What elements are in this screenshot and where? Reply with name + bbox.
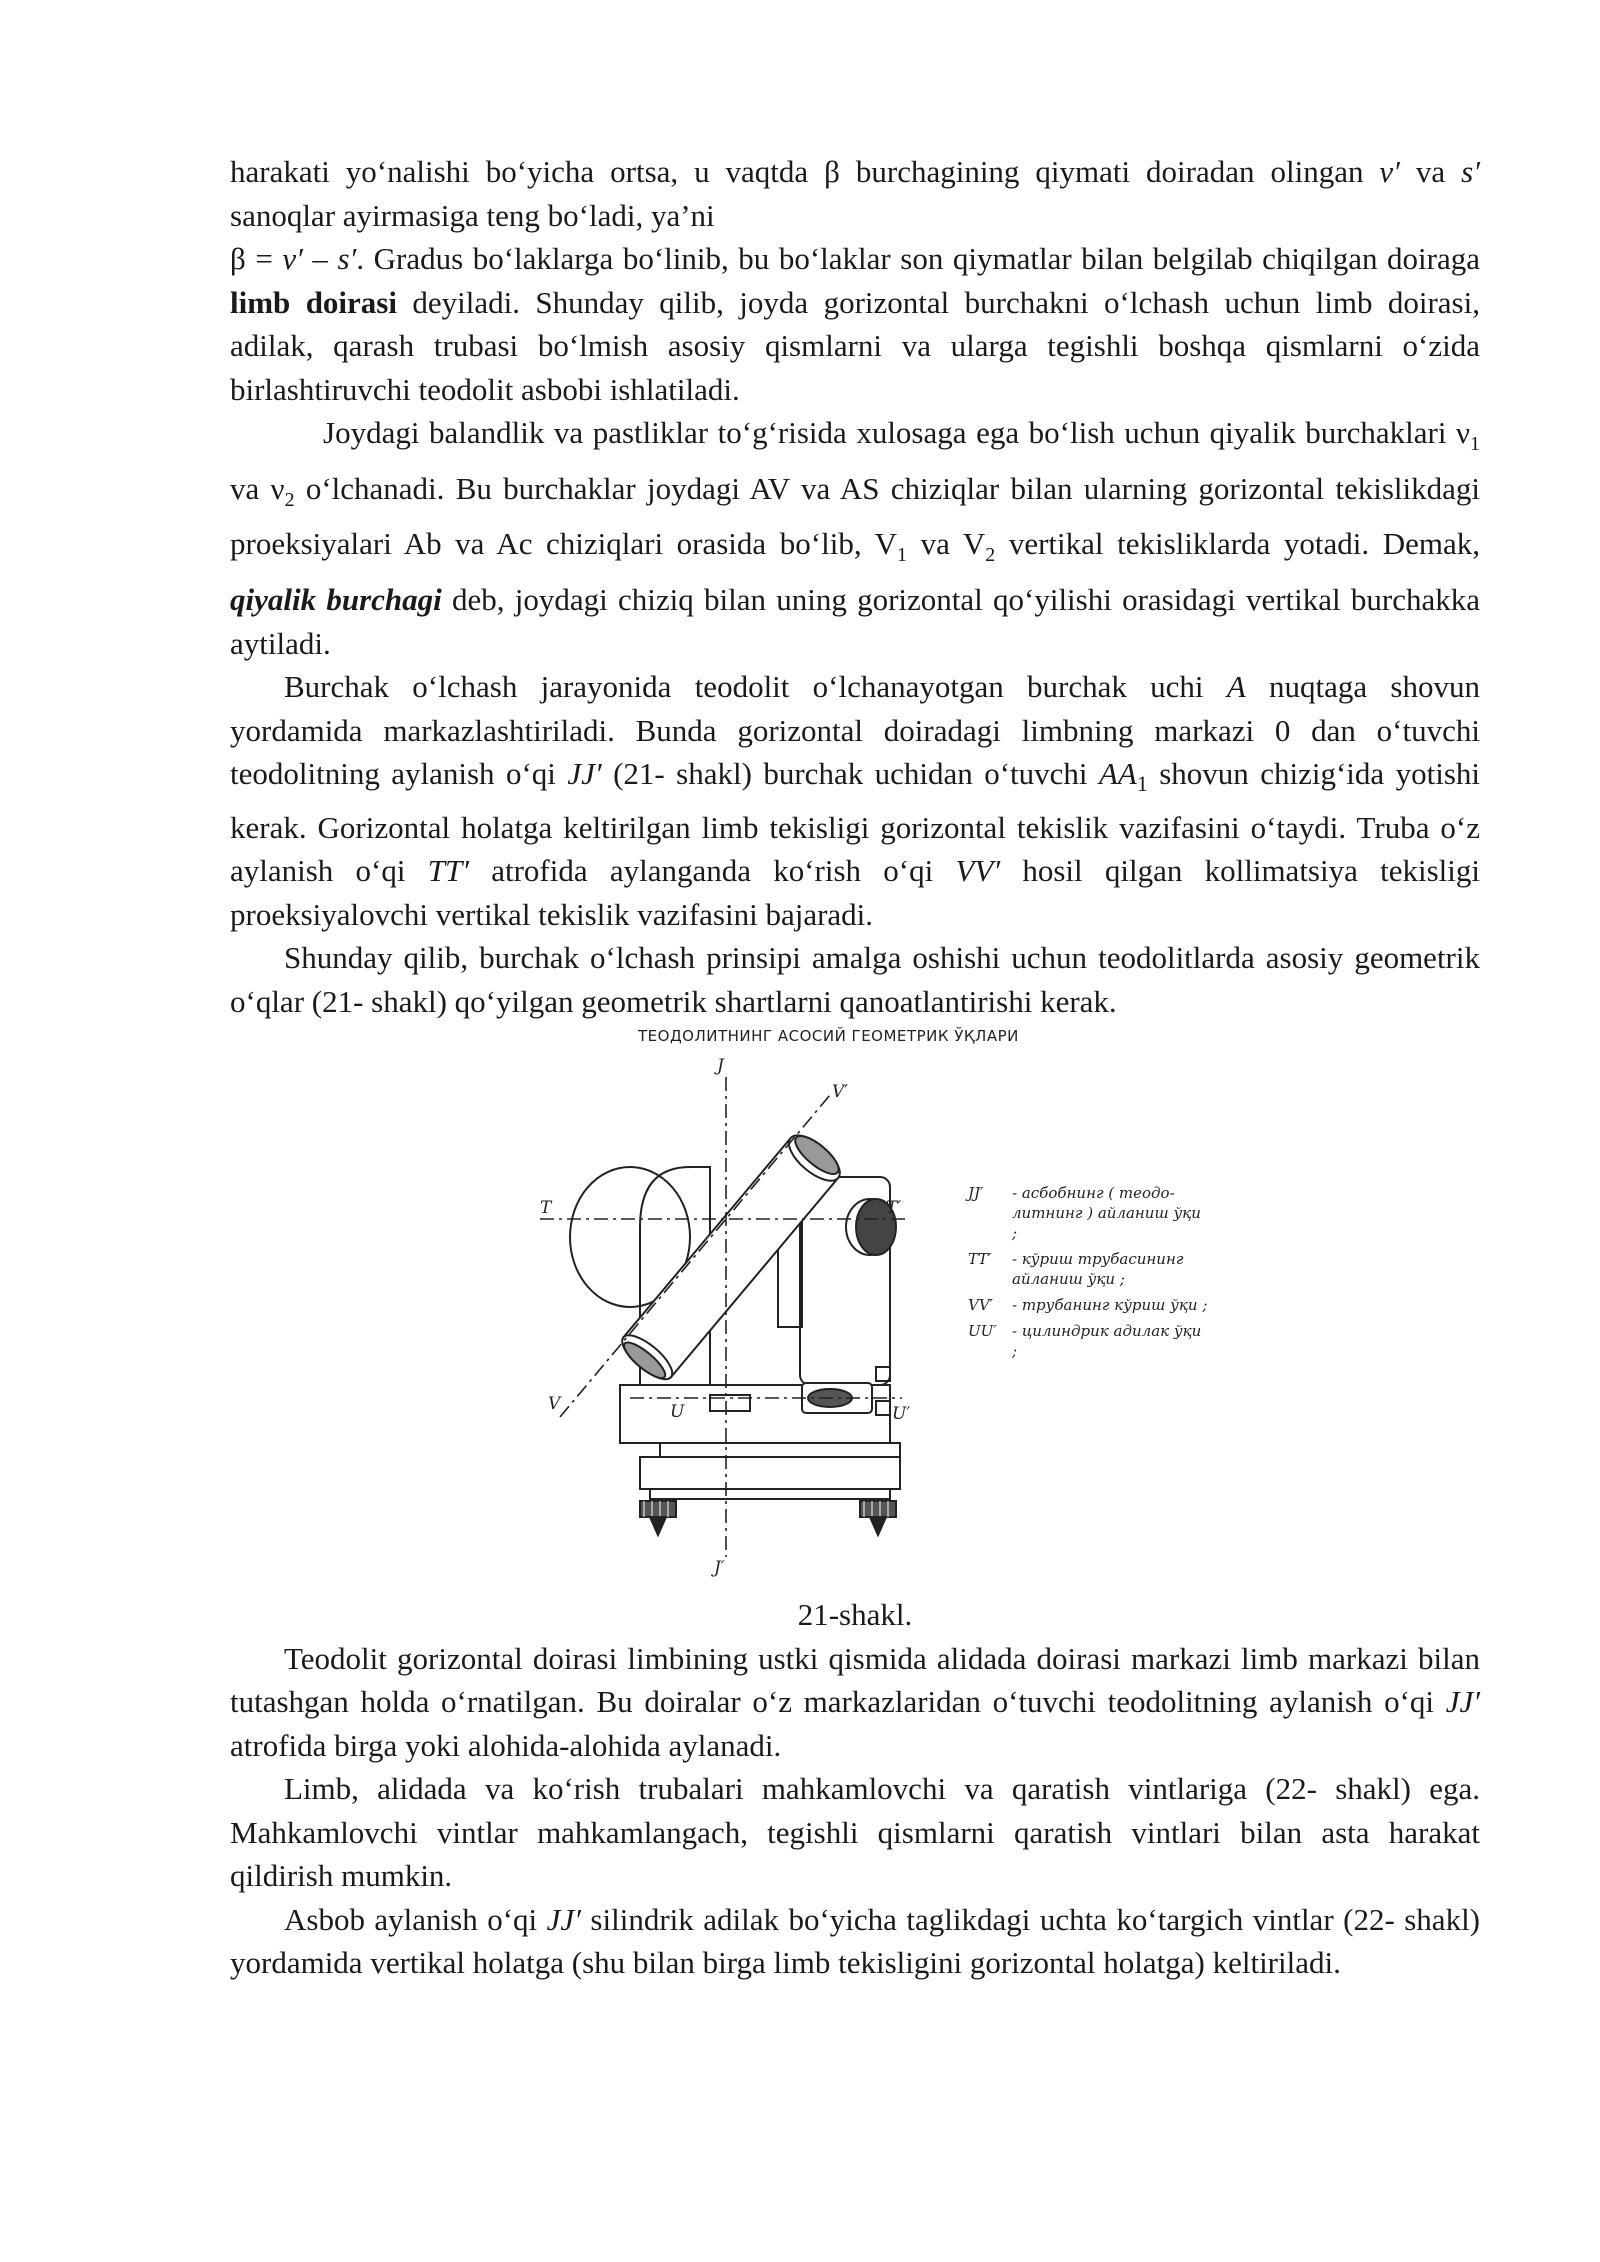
figure-legend [968, 1183, 1208, 1361]
label-j-bottom: Ј′ [714, 1558, 725, 1578]
legend-row-uu: UU′ - цилиндрик адилак ўқи ; [968, 1322, 1202, 1361]
label-u-right: U′ [892, 1404, 911, 1425]
axis-vv [560, 1095, 830, 1417]
foot-screw-right [860, 1501, 896, 1535]
label-v-top: V′ [832, 1082, 849, 1103]
figure-caption: 21-shakl. [797, 1597, 913, 1633]
paragraph-7: Limb, alidada va ko‘rish trubalari mahkamlovchi va qaratish vintlariga (22- shakl) ega. Mahkamlovchi vintlar mahkamlangach, tegishli qismlarni qaratish vintlari bilan asta harakat qildirish mumkin. [230, 1771, 1480, 1894]
telescope [616, 1128, 847, 1387]
page-content [230, 150, 1480, 1985]
legend-row-vv: VV′ - трубанинг кўриш ўқи ; [968, 1296, 1208, 1315]
figure-title: ТЕОДОЛИТНИНГ АСОСИЙ ГЕОМЕТРИК ЎҚЛАРИ [638, 1027, 1019, 1046]
label-j-top: Ј [717, 1057, 724, 1077]
label-v-bottom: V [548, 1394, 561, 1415]
theodolite-diagram [540, 1057, 1000, 1577]
term-limb-doirasi: limb doirasi [230, 284, 397, 320]
base-plate [640, 1457, 900, 1489]
paragraph-3: Joydagi balandlik va pastliklar to‘g‘risida xulosaga ega bo‘lish uchun qiyalik burchaklari $\nu_1$ va $\nu_2$ o‘lchanadi. Bu burchaklar joydagi AV va AS chiziqlar bilan ularning gorizontal tekislikdagi proeksiyalari Ab va Ac chiziqlari orasida bo‘lib, $V_1$ va $V_2$ vertikal tekisliklarda yotadi. Demak, qiyalik burchagi deb, joydagi chiziq bilan uning gorizontal qo‘yilishi orasidagi vertikal burchakka aytiladi. [230, 415, 1480, 661]
paragraph-4: Burchak o‘lchash jarayonida teodolit o‘lchanayotgan burchak uchi A nuqtaga shovun yordamida markazlashtiriladi. Bunda gorizontal doiradagi limbning markazi 0 dan o‘tuvchi teodolitning aylanish o‘qi JJ′ (21- shakl) burchak uchidan o‘tuvchi $AA_1$ shovun chizig‘ida yotishi kerak. Gorizontal holatga keltirilgan limb tekisligi gorizontal tekislik vazifasini o‘taydi. Truba o‘z aylanish o‘qi TT′ atrofida aylanganda ko‘rish o‘qi VV′ hosil qilgan kollimatsiya tekisligi proeksiyalovchi vertikal tekislik vazifasini bajaradi. [230, 669, 1481, 932]
legend-row-tt: ТТ′ - кўриш трубасининг айланиш ўқи ; [968, 1250, 1184, 1289]
paragraph-6: Teodolit gorizontal doirasi limbining ustki qismida alidada doirasi markazi limb markazi bilan tutashgan holda o‘rnatilgan. Bu doiralar o‘z markazlaridan o‘tuvchi teodolitning aylanish o‘qi JJ′ atrofida birga yoki alohida-alohida aylanadi. [230, 1640, 1480, 1763]
paragraph-5: Shunday qilib, burchak o‘lchash prinsipi amalga oshishi uchun teodolitlarda asosiy geometrik o‘qlar (21- shakl) qo‘yilgan geometrik shartlarni qanoatlantirishi kerak. [230, 940, 1480, 1019]
paragraph-1: harakati yo‘nalishi bo‘yicha ortsa, u vaqtda β burchagining qiymati doiradan olingan v′ va s′ sanoqlar ayirmasiga teng bo‘ladi, ya’ni [230, 154, 1480, 233]
legend-row-jj: ЈЈ′ - асбобнинг ( теодо-литнинг ) айланиш ўқи ; [968, 1184, 1201, 1243]
figure-21 [230, 1027, 1480, 1587]
term-qiyalik-burchagi: qiyalik burchagi [230, 582, 442, 618]
paragraph-2: β = v′ – s′. Gradus bo‘laklarga bo‘linib, bu bo‘laklar son qiymatlar bilan belgilab chiqilgan doiraga limb doirasi deyiladi. Shunday qilib, joyda gorizontal burchakni o‘lchash uchun limb doirasi, adilak, qarash trubasi bo‘lmish asosiy qismlarni va ularga tegishli boshqa qismlarni o‘zida birlashtiruvchi teodolit asbobi ishlatiladi. [230, 241, 1480, 407]
paragraph-8: Asbob aylanish o‘qi JJ′ silindrik adilak bo‘yicha taglikdagi uchta ko‘targich vintlar (22- shakl) yordamida vertikal holatga (shu bilan birga limb tekisligini gorizontal holatga) keltiriladi. [230, 1901, 1480, 1981]
foot-screw-left [640, 1501, 676, 1535]
label-t-right: Т′ [886, 1198, 902, 1219]
label-u-left: U [670, 1402, 685, 1423]
label-t-left: Т [540, 1198, 552, 1219]
